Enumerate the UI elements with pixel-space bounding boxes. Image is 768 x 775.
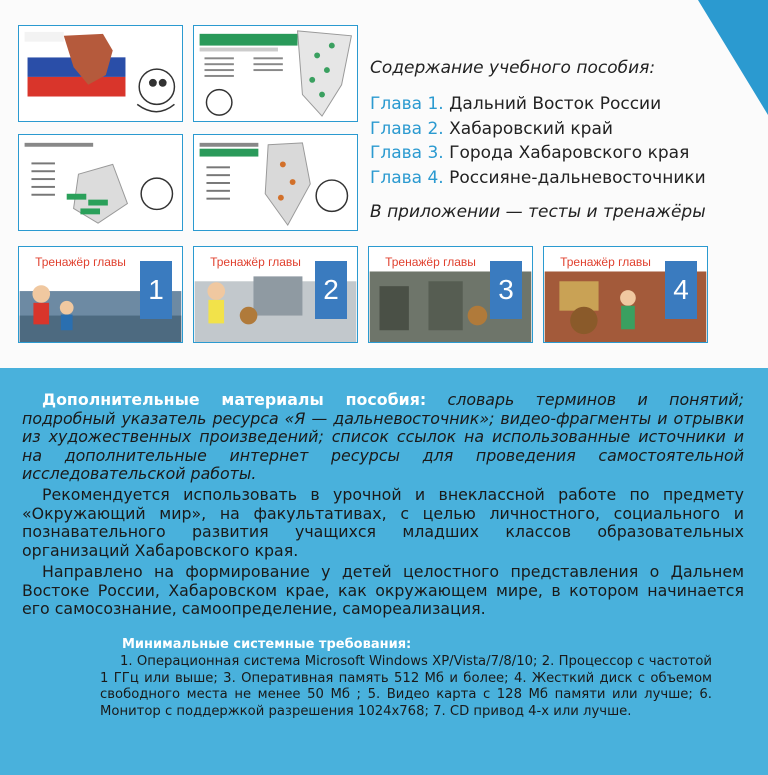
contents-heading: Содержание учебного пособия: — [370, 58, 656, 78]
trainer-2-number: 2 — [315, 261, 347, 319]
trainer-4-label: Тренажёр главы — [560, 255, 651, 269]
chapter-4-label: Глава 4. — [370, 167, 444, 188]
trainer-3-label: Тренажёр главы — [385, 255, 476, 269]
chapter-4-title: Россияне-дальневосточники — [449, 167, 706, 188]
contents-block — [370, 58, 765, 222]
chapter-2 — [370, 117, 765, 142]
trainer-thumbnail-3 — [368, 246, 533, 343]
chapter-2-title: Хабаровский край — [449, 118, 613, 139]
slide-thumbnail-districts — [193, 25, 358, 122]
trainer-thumbnail-4 — [543, 246, 708, 343]
trainer-thumbnail-2 — [193, 246, 358, 343]
purpose-paragraph — [22, 563, 744, 619]
purpose-text: Направлено на формирование у детей целостного представления о Дальнем Востоке России, Хабаровском крае, как окружающем мире, в котором начинается его самосознание, самоопределение, самореализация. — [22, 562, 744, 618]
appendix-note: В приложении — тесты и тренажёры — [370, 202, 706, 222]
top-section — [0, 0, 768, 368]
trainer-2-label: Тренажёр главы — [210, 255, 301, 269]
trainer-1-label: Тренажёр главы — [35, 255, 126, 269]
chapter-1-label: Глава 1. — [370, 94, 444, 114]
trainer-thumbnail-1 — [18, 246, 183, 343]
requirements-body: 1. Операционная система Microsoft Windows XP/Vista/7/8/10; 2. Процессор с частотой 1 ГГц или выше; 3. Оперативная память 512 Мб и более; 4. Жесткий диск с объемом свободного места не менее 50 Мб ; 5. Видео карта с 128 Мб памяти или лучше; 6. Монитор с поддержкой разрешения 1024x768; 7. CD привод 4-х или лучше. — [100, 654, 712, 719]
chapter-3-label: Глава 3. — [370, 143, 444, 163]
chapter-1-title: Дальний Восток России — [449, 94, 662, 114]
slide-thumbnail-general-info — [193, 134, 358, 231]
trainer-4-number: 4 — [665, 261, 697, 319]
trainer-3-number: 3 — [490, 261, 522, 319]
chapter-4 — [370, 166, 765, 191]
additional-materials-lead: Дополнительные материалы пособия: — [42, 390, 427, 409]
chapter-3 — [370, 141, 765, 166]
requirements-text — [100, 654, 712, 720]
chapter-1 — [370, 92, 765, 117]
recommendation-paragraph — [22, 486, 744, 560]
recommendation-text: Рекомендуется использовать в урочной и внеклассной работе по предмету «Окружающий мир», на факультативах, с целью личностного, социального и познавательного развития учащихся младших классов образовательных организаций Хабаровского края. — [22, 485, 744, 560]
trainer-1-number: 1 — [140, 261, 172, 319]
chapter-3-title: Города Хабаровского края — [449, 143, 690, 163]
chapter-2-label: Глава 2. — [370, 118, 444, 139]
requirements-title: Минимальные системные требования: — [122, 637, 412, 652]
additional-materials-text: словарь терминов и понятий; подробный указатель ресурса «Я — дальневосточник»; видео-фрагменты и отрывки из художественных произведений; список ссылок на использованные источники и на дополнительные интернет ресурсы для проведения самостоятельной исследовательской работы. — [22, 390, 744, 483]
slide-thumbnail-water-sources — [18, 134, 183, 231]
slide-thumbnail-map-russia — [18, 25, 183, 122]
additional-materials-paragraph — [22, 391, 744, 484]
